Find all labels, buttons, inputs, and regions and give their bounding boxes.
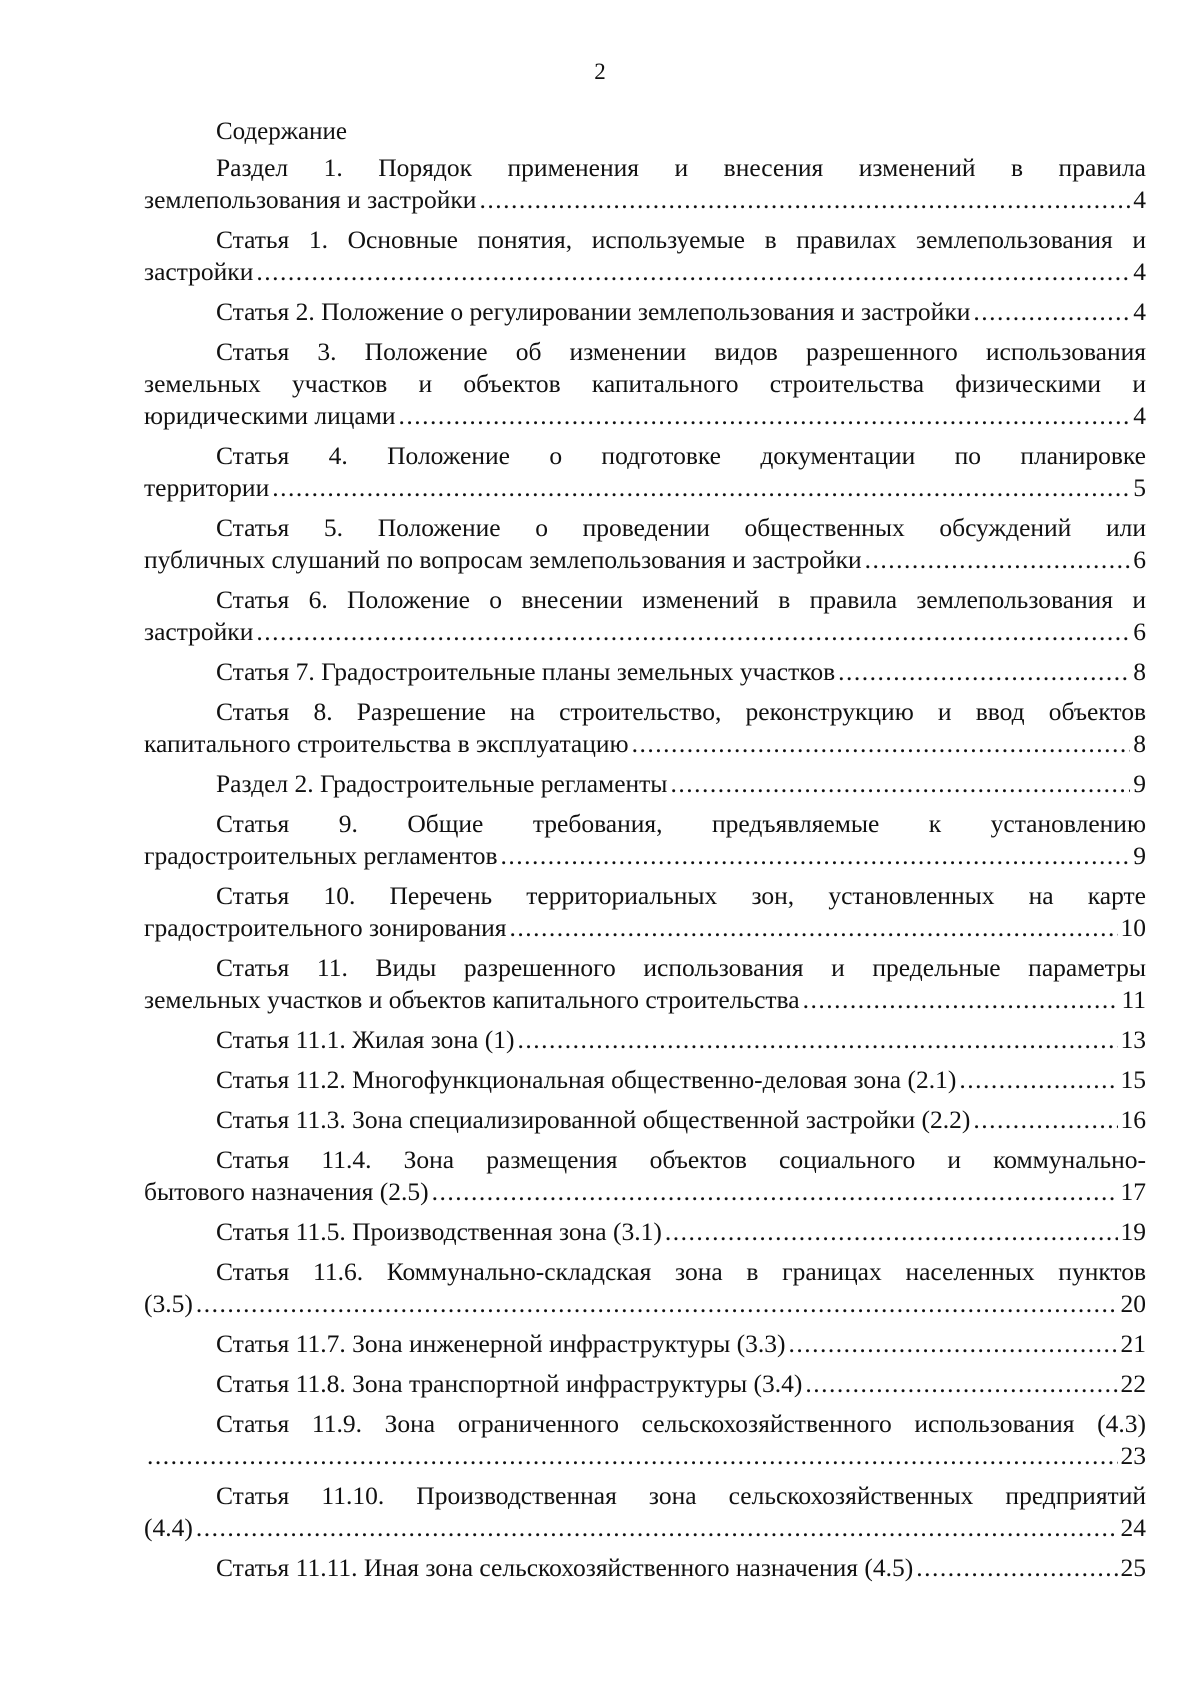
toc-entry-text: Статья 11.3. Зона специализированной общественной застройки (2.2) bbox=[216, 1105, 971, 1134]
toc-entry-text: Статья 2. Положение о регулировании землепользования и застройки bbox=[216, 297, 971, 326]
toc-entry[interactable] bbox=[144, 152, 1146, 216]
toc-entry-text: Статья 11.8. Зона транспортной инфраструктуры (3.4) bbox=[216, 1369, 803, 1398]
toc-entry-page: 21 bbox=[1120, 1329, 1146, 1358]
toc-entry[interactable] bbox=[144, 1104, 1146, 1136]
dot-leader bbox=[509, 912, 1117, 944]
dot-leader bbox=[632, 728, 1131, 760]
toc-entry-page: 16 bbox=[1120, 1105, 1146, 1134]
toc-entry[interactable] bbox=[144, 696, 1146, 760]
toc-entry-page: 4 bbox=[1133, 297, 1146, 326]
toc-entry-page: 23 bbox=[1120, 1441, 1146, 1470]
toc-entry-page: 15 bbox=[1120, 1065, 1146, 1094]
toc-entry[interactable] bbox=[144, 296, 1146, 328]
toc-entry-page: 4 bbox=[1133, 185, 1146, 214]
dot-leader bbox=[789, 1328, 1118, 1360]
toc-entry[interactable] bbox=[144, 1368, 1146, 1400]
toc-entry-text: (3.5) bbox=[144, 1289, 193, 1318]
page-number: 2 bbox=[594, 59, 606, 84]
toc-entry-text: Раздел 2. Градостроительные регламенты bbox=[216, 769, 668, 798]
toc-entry-last-line bbox=[144, 1512, 1146, 1544]
toc-entry[interactable] bbox=[144, 336, 1146, 432]
toc-entry[interactable] bbox=[144, 1552, 1146, 1584]
toc-entry-text: застройки bbox=[144, 617, 254, 646]
toc-entry-first-line: Статья 11. Виды разрешенного использования и предельные параметры bbox=[216, 953, 1146, 982]
toc-entry-text: градостроительных регламентов bbox=[144, 841, 498, 870]
toc-entry-first-line: Статья 5. Положение о проведении общественных обсуждений или bbox=[216, 513, 1146, 542]
toc-entry-first-line: Статья 4. Положение о подготовке документации по планировке bbox=[216, 441, 1146, 470]
toc-entry[interactable] bbox=[144, 768, 1146, 800]
toc-entry-last-line bbox=[144, 984, 1146, 1016]
toc-entry-first-line: Статья 9. Общие требования, предъявляемые к установлению bbox=[216, 809, 1146, 838]
toc-entry[interactable] bbox=[144, 952, 1146, 1016]
toc-entry-first-line: Статья 11.10. Производственная зона сельскохозяйственных предприятий bbox=[216, 1481, 1146, 1510]
toc-entry-last-line bbox=[144, 1104, 1146, 1136]
toc-entry[interactable] bbox=[144, 512, 1146, 576]
toc-entry-text: бытового назначения (2.5) bbox=[144, 1177, 429, 1206]
toc-entry-text: Статья 7. Градостроительные планы земельных участков bbox=[216, 657, 836, 686]
toc-entry-page: 17 bbox=[1120, 1177, 1146, 1206]
toc-entry-first-line: Статья 11.6. Коммунально-складская зона в границах населенных пунктов bbox=[216, 1257, 1146, 1286]
dot-leader bbox=[803, 984, 1119, 1016]
toc-entry-text: (4.4) bbox=[144, 1513, 193, 1542]
toc-entry-first-line: Статья 11.4. Зона размещения объектов социального и коммунально- bbox=[216, 1145, 1146, 1174]
dot-leader bbox=[916, 1552, 1117, 1584]
dot-leader bbox=[838, 656, 1130, 688]
toc-entry-page: 6 bbox=[1133, 545, 1146, 574]
toc-entry-last-line bbox=[144, 544, 1146, 576]
toc-entry-text: Статья 11.11. Иная зона сельскохозяйственного назначения (4.5) bbox=[216, 1553, 914, 1582]
toc-entry-page: 22 bbox=[1120, 1369, 1146, 1398]
toc-entry-page: 8 bbox=[1133, 729, 1146, 758]
toc-entry-page: 5 bbox=[1133, 473, 1146, 502]
toc-entry[interactable] bbox=[144, 584, 1146, 648]
toc-entry-last-line bbox=[144, 728, 1146, 760]
toc-entry-last-line bbox=[144, 1024, 1146, 1056]
toc-entry-last-line bbox=[144, 1328, 1146, 1360]
toc-entry-text: юридическими лицами bbox=[144, 401, 396, 430]
toc-entry-last-line bbox=[144, 840, 1146, 872]
toc-entry[interactable] bbox=[144, 880, 1146, 944]
toc-entry-last-line bbox=[144, 912, 1146, 944]
toc-entry-text: территории bbox=[144, 473, 270, 502]
toc-entry-text: Статья 11.1. Жилая зона (1) bbox=[216, 1025, 515, 1054]
toc-entry-text: Статья 11.5. Производственная зона (3.1) bbox=[216, 1217, 662, 1246]
toc-entry[interactable] bbox=[144, 1024, 1146, 1056]
dot-leader bbox=[147, 1440, 1118, 1472]
dot-leader bbox=[517, 1024, 1117, 1056]
toc-entry-last-line bbox=[144, 400, 1146, 432]
toc-entry[interactable] bbox=[144, 1480, 1146, 1544]
toc-entry-page: 4 bbox=[1133, 401, 1146, 430]
toc-entry-first-line: Статья 8. Разрешение на строительство, реконструкцию и ввод объектов bbox=[216, 697, 1146, 726]
toc-entry-text: застройки bbox=[144, 257, 254, 286]
toc-entry-page: 4 bbox=[1133, 257, 1146, 286]
toc-entry[interactable] bbox=[144, 1064, 1146, 1096]
dot-leader bbox=[479, 184, 1130, 216]
toc-entry-page: 24 bbox=[1120, 1513, 1146, 1542]
toc-entry[interactable] bbox=[144, 1408, 1146, 1472]
toc-entry-page: 11 bbox=[1121, 985, 1146, 1014]
toc-entry[interactable] bbox=[144, 1256, 1146, 1320]
toc-entry-first-line: Статья 1. Основные понятия, используемые в правилах землепользования и bbox=[216, 225, 1146, 254]
toc-entry-text: землепользования и застройки bbox=[144, 185, 477, 214]
toc-entry-last-line bbox=[144, 1216, 1146, 1248]
toc-entry-page: 13 bbox=[1120, 1025, 1146, 1054]
dot-leader bbox=[272, 472, 1130, 504]
toc-entry-page: 6 bbox=[1133, 617, 1146, 646]
toc-entry-page: 8 bbox=[1133, 657, 1146, 686]
toc-entry-last-line bbox=[144, 472, 1146, 504]
dot-leader bbox=[398, 400, 1130, 432]
toc-entry-text: Статья 11.7. Зона инженерной инфраструктуры (3.3) bbox=[216, 1329, 786, 1358]
toc-entry-first-line: Статья 6. Положение о внесении изменений в правила землепользования и bbox=[216, 585, 1146, 614]
toc-entry-text: Статья 11.2. Многофункциональная общественно-деловая зона (2.1) bbox=[216, 1065, 957, 1094]
toc-entry-page: 19 bbox=[1120, 1217, 1146, 1246]
toc-entry-last-line bbox=[144, 768, 1146, 800]
toc-entry-text: публичных слушаний по вопросам землепользования и застройки bbox=[144, 545, 862, 574]
toc-entry-last-line bbox=[144, 184, 1146, 216]
toc-entry-last-line bbox=[144, 256, 1146, 288]
toc-entry-last-line bbox=[144, 656, 1146, 688]
toc-entry-page: 20 bbox=[1120, 1289, 1146, 1318]
dot-leader bbox=[865, 544, 1131, 576]
toc-title: Содержание bbox=[216, 118, 347, 145]
toc-entry[interactable] bbox=[144, 1144, 1146, 1208]
toc-entry-last-line bbox=[144, 1064, 1146, 1096]
toc-entry[interactable] bbox=[144, 224, 1146, 288]
dot-leader bbox=[973, 1104, 1117, 1136]
toc-entry-last-line bbox=[144, 616, 1146, 648]
dot-leader bbox=[501, 840, 1131, 872]
dot-leader bbox=[670, 768, 1130, 800]
toc-entry[interactable] bbox=[144, 440, 1146, 504]
table-of-contents bbox=[144, 152, 1146, 1592]
toc-entry-text: градостроительного зонирования bbox=[144, 913, 507, 942]
toc-entry-first-line: Раздел 1. Порядок применения и внесения изменений в правила bbox=[216, 153, 1146, 182]
toc-entry-first-line: Статья 10. Перечень территориальных зон, установленных на карте bbox=[216, 881, 1146, 910]
toc-entry-last-line bbox=[144, 1552, 1146, 1584]
toc-entry-page: 9 bbox=[1133, 841, 1146, 870]
toc-entry-page: 9 bbox=[1133, 769, 1146, 798]
toc-entry-last-line bbox=[144, 1288, 1146, 1320]
dot-leader bbox=[196, 1288, 1118, 1320]
toc-entry-last-line bbox=[144, 1440, 1146, 1472]
dot-leader bbox=[256, 256, 1130, 288]
toc-entry-page: 10 bbox=[1120, 913, 1146, 942]
toc-entry-last-line bbox=[144, 296, 1146, 328]
toc-entry[interactable] bbox=[144, 1216, 1146, 1248]
dot-leader bbox=[973, 296, 1130, 328]
dot-leader bbox=[805, 1368, 1117, 1400]
toc-entry-text: земельных участков и объектов капитального строительства bbox=[144, 985, 800, 1014]
toc-entry[interactable] bbox=[144, 808, 1146, 872]
dot-leader bbox=[196, 1512, 1118, 1544]
dot-leader bbox=[665, 1216, 1118, 1248]
toc-entry[interactable] bbox=[144, 1328, 1146, 1360]
toc-entry-text: капитального строительства в эксплуатацию bbox=[144, 729, 629, 758]
toc-entry-last-line bbox=[144, 1368, 1146, 1400]
dot-leader bbox=[959, 1064, 1117, 1096]
toc-entry-first-line: Статья 11.9. Зона ограниченного сельскохозяйственного использования (4.3) bbox=[216, 1409, 1146, 1438]
toc-entry-page: 25 bbox=[1120, 1553, 1146, 1582]
toc-entry-middle-line: земельных участков и объектов капитального строительства физическими и bbox=[144, 369, 1146, 398]
toc-entry-last-line bbox=[144, 1176, 1146, 1208]
dot-leader bbox=[256, 616, 1130, 648]
dot-leader bbox=[432, 1176, 1118, 1208]
toc-entry[interactable] bbox=[144, 656, 1146, 688]
toc-entry-first-line: Статья 3. Положение об изменении видов разрешенного использования bbox=[216, 337, 1146, 366]
